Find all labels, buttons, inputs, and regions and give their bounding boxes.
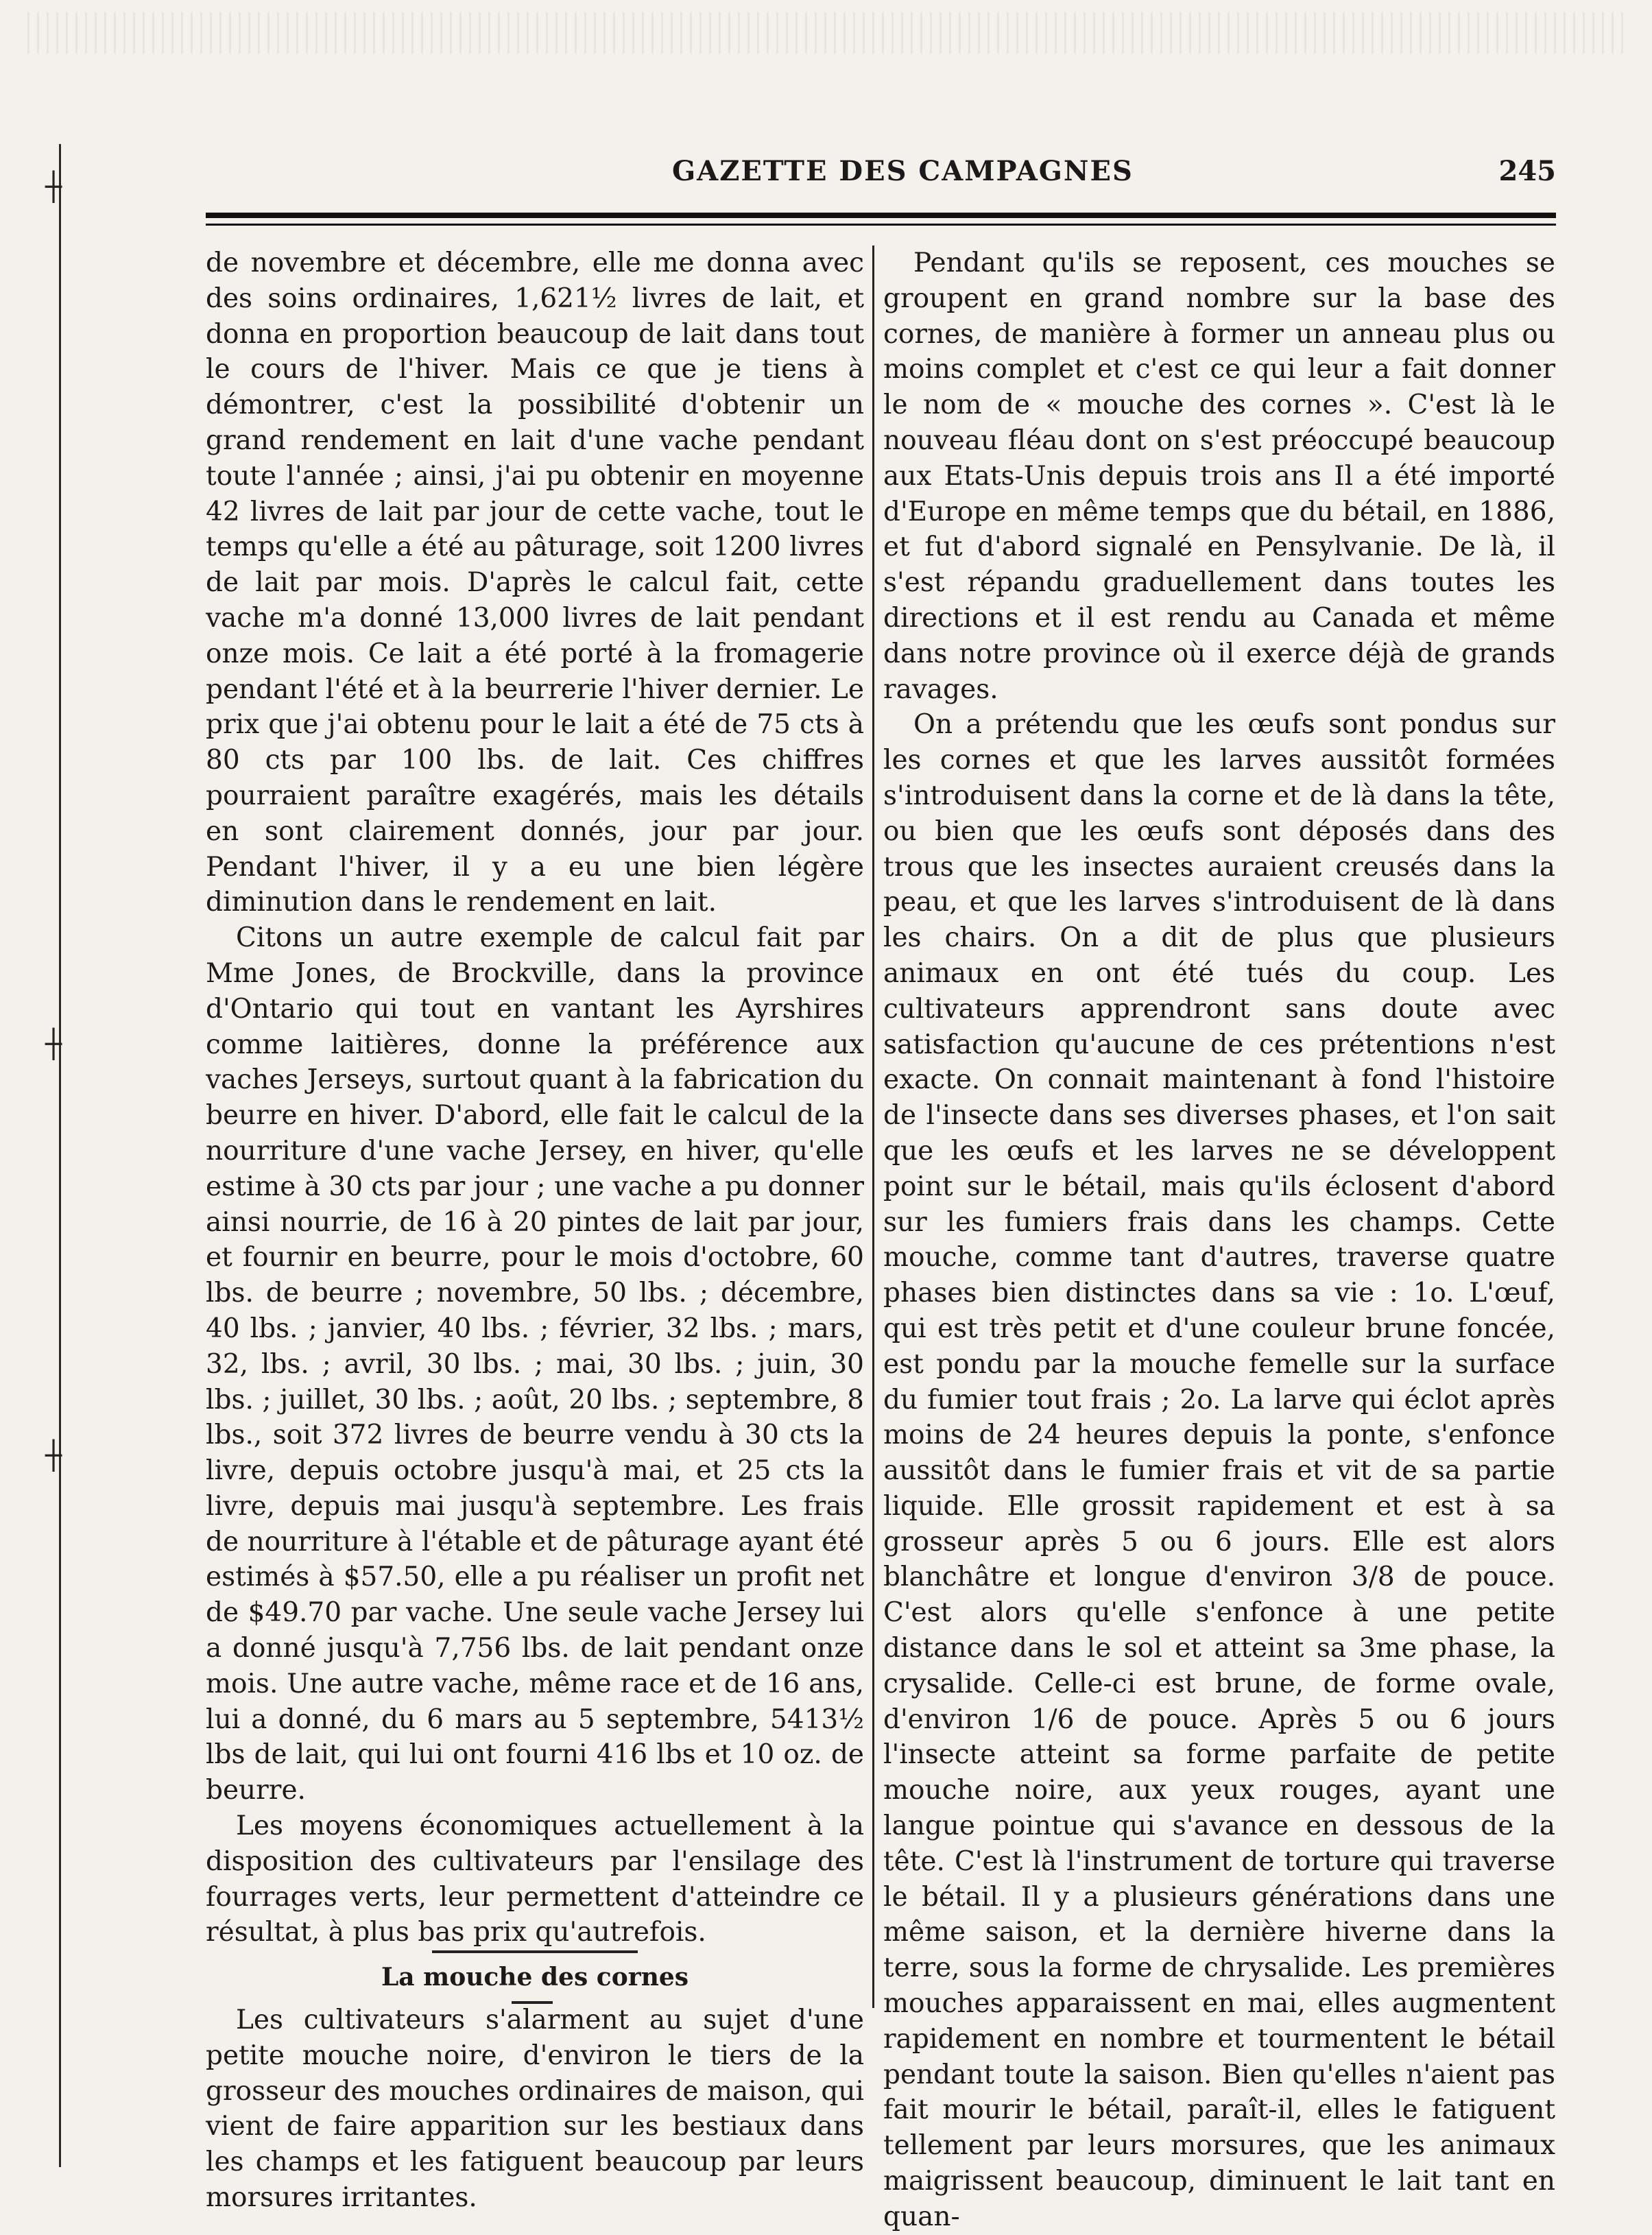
publication-title: GAZETTE DES CAMPAGNES bbox=[672, 155, 1134, 187]
page-number: 245 bbox=[1498, 155, 1556, 187]
header-rule-thin bbox=[206, 224, 1556, 226]
binding-mark: ┼ bbox=[45, 1440, 62, 1472]
paragraph: On a prétendu que les œufs sont pondus sur les cornes et que les larves aussitôt formées s'introduisent dans la corne et de là dans la tête, ou bien que les œufs sont déposés dans des trous que les insectes auraient creusés dans la peau, et que les larves s'introduisent de là dans les chairs. On a dit de plus que plusieurs animaux en ont été tués du coup. Les cultivateurs apprendront sans doute avec satisfaction qu'aucune de ces prétentions n'est exacte. On connait maintenant à fond l'histoire de l'insecte dans ses diverses phases, et l'on sait que les œufs et les larves ne se développent point sur le bétail, mais qu'ils éclosent d'abord sur les fumiers frais dans les champs. Cette mouche, comme tant d'autres, traverse quatre phases bien distinctes dans sa vie : 1o. L'œuf, qui est très petit et d'une couleur brune foncée, est pondu par la mouche femelle sur la surface du fumier tout frais ; 2o. La larve qui éclot après moins de 24 heures depuis la ponte, s'enfonce aussitôt dans le fumier frais et vit de sa partie liquide. Elle grossit rapidement et est à sa grosseur après 5 ou 6 jours. Elle est alors blanchâtre et longue d'environ 3/8 de pouce. C'est alors qu'elle s'enfonce à une petite distance dans le sol et atteint sa 3me phase, la crysalide. Celle-ci est brune, de forme ovale, d'environ 1/6 de pouce. Après 5 ou 6 jours l'insecte atteint sa forme parfaite de petite mouche noire, aux yeux rouges, ayant une langue pointue qui s'avance en dessous de la tête. C'est là l'instrument de torture qui traverse le bétail. Il y a plusieurs générations dans une même saison, et la dernière hiverne dans la terre, sous la forme de chrysalide. Les premières mouches apparaissent en mai, elles augmentent rapidement en nombre et tourmentent le bétail pendant toute la saison. Bien qu'elles n'aient pas fait mourir le bétail, paraît-il, elles le fatiguent tellement par leurs morsures, que les animaux maigrissent beaucoup, diminuent le lait tant en quan- bbox=[883, 709, 1555, 2232]
paragraph: Les cultivateurs s'alarment au sujet d'une petite mouche noire, d'environ le tiers de la grosseur des mouches ordinaires de maison, qui vient de faire apparition sur les bestiaux dans les champs et les fatiguent beaucoup par leurs morsures irritantes. bbox=[206, 2005, 864, 2214]
column-divider bbox=[872, 246, 874, 2008]
paragraph: de novembre et décembre, elle me donna avec des soins ordinaires, 1,621½ livres de lait, et donna en proportion beaucoup de lait dans tout le cours de l'hiver. Mais ce que je tiens à démontrer, c'est la possibilité d'obtenir un grand rendement en lait d'une vache pendant toute l'année ; ainsi, j'ai pu obtenir en moyenne 42 livres de lait par jour de cette vache, tout le temps qu'elle a été au pâturage, soit 1200 livres de lait par mois. D'après le calcul fait, cette vache m'a donné 13,000 livres de lait pendant onze mois. Ce lait a été porté à la fromagerie pendant l'été et à la beurrerie l'hiver dernier. Le prix que j'ai obtenu pour le lait a été de 75 cts à 80 cts par 100 lbs. de lait. Ces chiffres pourraient paraître exagérés, mais les détails en sont clairement donnés, jour par jour. Pendant l'hiver, il y a eu une bien légère diminution dans le rendement en lait. bbox=[206, 248, 864, 918]
binding-mark: ┼ bbox=[45, 1029, 62, 1060]
page-top-edge bbox=[27, 12, 1625, 53]
binding-mark: ┼ bbox=[45, 171, 62, 203]
section-title: La mouche des cornes bbox=[206, 1960, 864, 1996]
binding-margin-line bbox=[59, 144, 61, 2167]
page-header bbox=[206, 155, 1556, 196]
paragraph: Les moyens économiques actuellement à la disposition des cultivateurs par l'ensilage des fourrages verts, leur permettent d'atteindre ce résultat, à plus bas prix qu'autrefois. bbox=[206, 1810, 864, 1948]
right-column bbox=[883, 246, 1555, 2235]
header-rule-thick bbox=[206, 213, 1556, 218]
paragraph: Pendant qu'ils se reposent, ces mouches se groupent en grand nombre sur la base des cornes, de manière à former un anneau plus ou moins complet et c'est ce qui leur a fait donner le nom de « mouche des cornes ». C'est là le nouveau fléau dont on s'est préoccupé beaucoup aux Etats-Unis depuis trois ans Il a été importé d'Europe en même temps que du bétail, en 1886, et fut d'abord signalé en Pensylvanie. De là, il s'est répandu graduellement dans toutes les directions et il est rendu au Canada et même dans notre province où il exerce déjà de grands ravages. bbox=[883, 248, 1555, 705]
left-column bbox=[206, 246, 864, 2216]
paragraph: Citons un autre exemple de calcul fait par Mme Jones, de Brockville, dans la province d'Ontario qui tout en vantant les Ayrshires comme laitières, donne la préférence aux vaches Jerseys, surtout quant à la fabrication du beurre en hiver. D'abord, elle fait le calcul de la nourriture d'une vache Jersey, en hiver, qu'elle estime à 30 cts par jour ; une vache a pu donner ainsi nourrie, de 16 à 20 pintes de lait par jour, et fournir en beurre, pour le mois d'octobre, 60 lbs. de beurre ; novembre, 50 lbs. ; décembre, 40 lbs. ; janvier, 40 lbs. ; février, 32 lbs. ; mars, 32, lbs. ; avril, 30 lbs. ; mai, 30 lbs. ; juin, 30 lbs. ; juillet, 30 lbs. ; août, 20 lbs. ; septembre, 8 lbs., soit 372 livres de beurre vendu à 30 cts la livre, depuis octobre jusqu'à mai, et 25 cts la livre, depuis mai jusqu'à septembre. Les frais de nourriture à l'étable et de pâturage ayant été estimés à $57.50, elle a pu réaliser un profit net de $49.70 par vache. Une seule vache Jersey lui a donné jusqu'à 7,756 lbs. de lait pendant onze mois. Une autre vache, même race et de 16 ans, lui a donné, du 6 mars au 5 septembre, 5413½ lbs de lait, qui lui ont fourni 416 lbs et 10 oz. de beurre. bbox=[206, 922, 864, 1806]
